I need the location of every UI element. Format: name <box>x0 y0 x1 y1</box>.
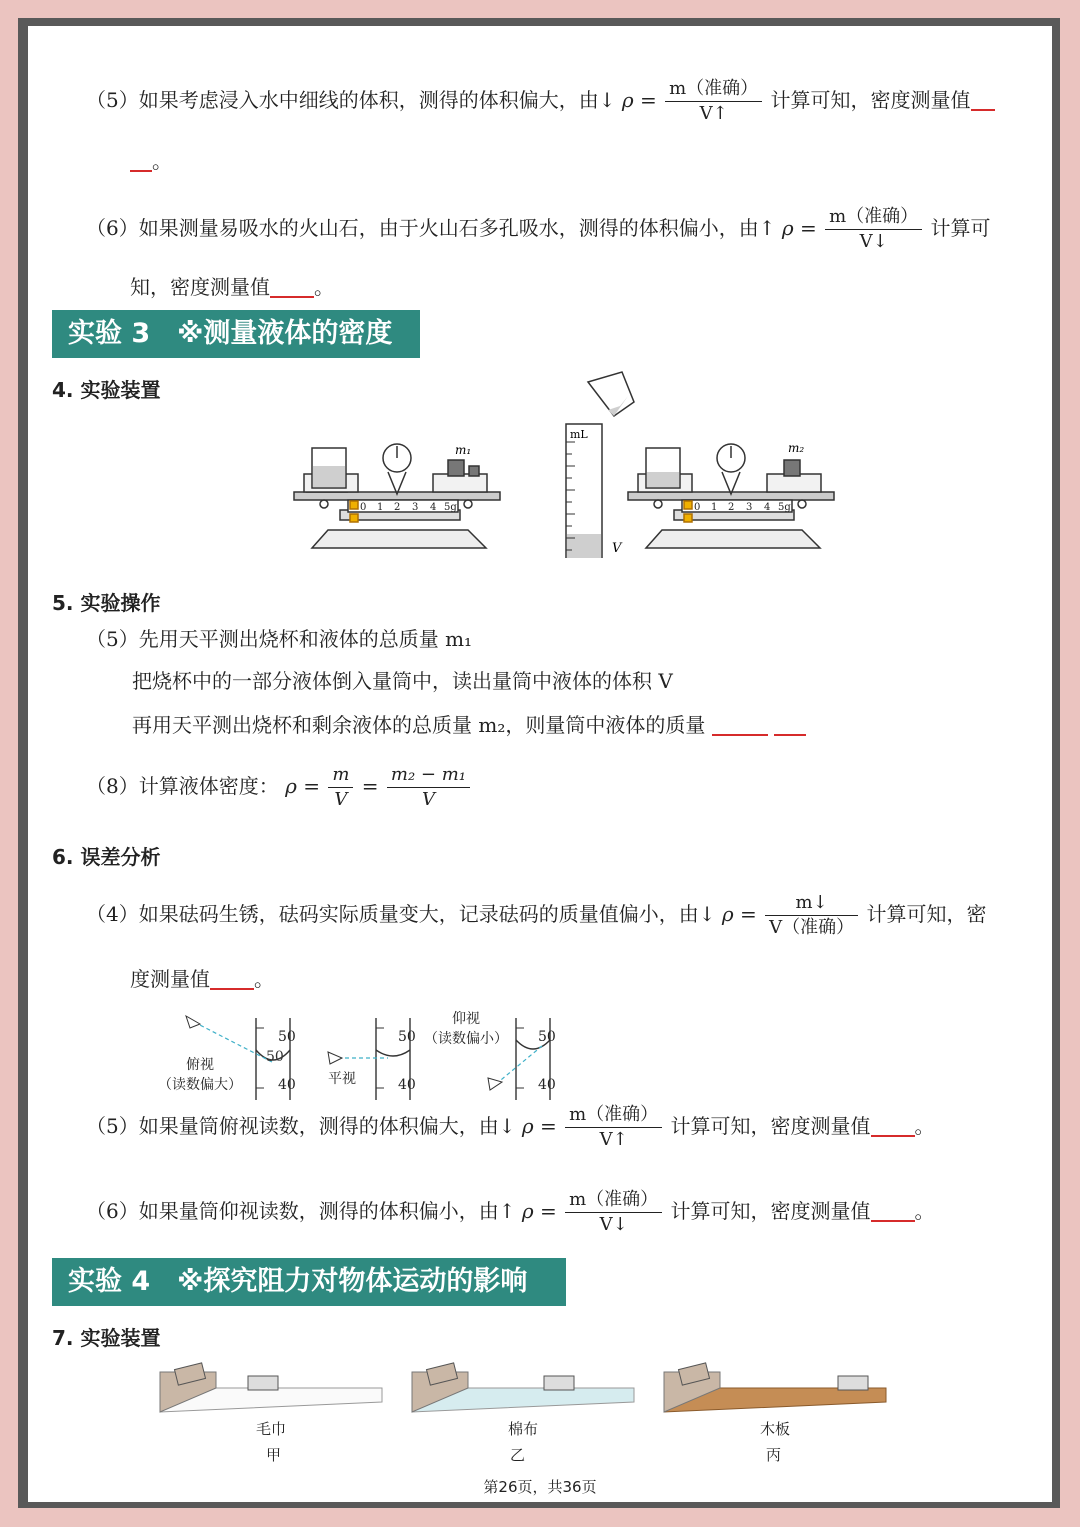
scale-right-2: 2 <box>728 502 735 513</box>
ramp-towel <box>160 1363 382 1412</box>
cyl2-top-label: 50 <box>398 1029 416 1045</box>
error-5: （5）如果量筒俯视读数，测得的体积偏大，由↓ ρ = $\frac{\text{m（准确）}}{V↑}$ 计算可知，密度测量值 。 <box>86 1104 935 1150</box>
experiment-3-banner: 实验 3 ※测量液体的密度 <box>52 310 420 358</box>
balance-right <box>628 444 834 548</box>
answer-blank[interactable] <box>712 714 768 736</box>
surface-2-tag: 乙 <box>510 1446 526 1464</box>
density-apparatus-figure <box>288 362 848 558</box>
eye-icon <box>328 1052 342 1064</box>
answer-blank[interactable] <box>270 276 314 298</box>
operation-5-line2: 把烧杯中的一部分液体倒入量筒中，读出量筒中液体的体积 V <box>132 669 673 693</box>
surface-3-tag: 丙 <box>766 1446 782 1464</box>
label-volume: V <box>612 541 622 556</box>
label-m2: m₂ <box>788 441 805 455</box>
cyl3-bottom-label: 40 <box>538 1077 556 1093</box>
answer-blank[interactable] <box>774 714 806 736</box>
cyl3-top-label: 50 <box>538 1029 556 1045</box>
eye-icon <box>186 1016 200 1028</box>
cyl1-label-2: （读数偏大） <box>158 1077 242 1093</box>
scale-left-1: 1 <box>377 502 384 513</box>
cyl2-label: 平视 <box>328 1071 356 1087</box>
surface-3-material: 木板 <box>760 1420 791 1438</box>
heading-operation: 5. 实验操作 <box>52 591 161 615</box>
scale-left-4: 4 <box>430 502 437 513</box>
answer-blank[interactable] <box>210 968 254 990</box>
surface-1-material: 毛巾 <box>256 1420 287 1438</box>
answer-blank[interactable] <box>971 89 995 111</box>
ramp-cloth <box>412 1363 634 1412</box>
error-6: （6）如果量筒仰视读数，测得的体积偏小，由↑ ρ = $\frac{\text{m（准确）}}{V↓}$ 计算可知，密度测量值 。 <box>86 1189 935 1235</box>
formula-fraction: $\frac{\text{m（准确）}}{V↓}$ <box>825 208 922 251</box>
formula-fraction: $\frac{m↓}{\text{V（准确）}}$ <box>765 894 858 937</box>
error-4-b: 度测量值 。 <box>130 967 274 991</box>
cyl3-label-2: （读数偏小） <box>424 1031 508 1047</box>
scale-left-2: 2 <box>394 502 401 513</box>
page-number: 第26页，共36页 <box>483 1478 597 1496</box>
cyl3-label-1: 仰视 <box>452 1011 480 1027</box>
scale-left-5: 5g <box>444 502 457 513</box>
cyl1-bottom-label: 40 <box>278 1077 296 1093</box>
cyl1-top-label: 50 <box>278 1029 296 1045</box>
scale-right-1: 1 <box>711 502 718 513</box>
label-m1: m₁ <box>455 443 472 457</box>
cyl1-top: 50 <box>266 1049 284 1065</box>
error-item-5-a: （5）如果考虑浸入水中细线的体积，测得的体积偏大，由↓ ρ = $\frac{\text{m（准确）}}{V↑}$ 计算可知，密度测量值 <box>86 80 995 123</box>
label-ml: mL <box>570 428 588 441</box>
scale-right-5: 5g <box>778 502 791 513</box>
answer-blank[interactable] <box>871 1115 915 1137</box>
error-item-6-a: （6）如果测量易吸水的火山石，由于火山石多孔吸水，测得的体积偏小，由↑ ρ = $\frac{\text{m（准确）}}{V↓}$ 计算可 <box>86 206 991 252</box>
scale-left-0: 0 <box>360 502 367 513</box>
scale-right-3: 3 <box>746 502 753 513</box>
error-item-6-b: 知，密度测量值 。 <box>130 275 334 299</box>
error-item-5-b: 。 <box>130 150 172 172</box>
cyl1-label-1: 俯视 <box>186 1057 214 1073</box>
document-page <box>28 26 1052 1502</box>
scale-right-0: 0 <box>694 502 701 513</box>
answer-blank[interactable] <box>130 150 152 172</box>
balance-left <box>294 444 500 548</box>
operation-5-line1: （5）先用天平测出烧杯和液体的总质量 m₁ <box>86 627 473 651</box>
heading-apparatus: 4. 实验装置 <box>52 378 161 402</box>
operation-8: （8）计算液体密度： ρ = $\frac{m}{V}$ = $\frac{\text{m₂ − m₁}}{V}$ <box>86 766 472 809</box>
formula-fraction: $\frac{\text{m₂ − m₁}}{V}$ <box>387 766 470 809</box>
formula-fraction: $\frac{m}{V}$ <box>328 766 353 809</box>
formula-fraction: $\frac{\text{m（准确）}}{V↑}$ <box>565 1106 662 1149</box>
surface-1-tag: 甲 <box>266 1446 282 1464</box>
scale-left-3: 3 <box>412 502 419 513</box>
heading-apparatus-7: 7. 实验装置 <box>52 1326 161 1350</box>
formula-fraction: $\frac{\text{m（准确）}}{V↑}$ <box>665 80 762 123</box>
eye-icon <box>488 1078 502 1090</box>
experiment-4-banner: 实验 4 ※探究阻力对物体运动的影响 <box>52 1258 566 1306</box>
surface-2-material: 棉布 <box>508 1420 539 1438</box>
ramp-wood <box>664 1363 886 1412</box>
error-4-a: （4）如果砝码生锈，砝码实际质量变大，记录砝码的质量值偏小，由↓ ρ = $\frac{m↓}{\text{V（准确）}}$ 计算可知，密 <box>86 892 987 938</box>
heading-error-analysis: 6. 误差分析 <box>52 845 161 869</box>
operation-5-line3: 再用天平测出烧杯和剩余液体的总质量 m₂，则量筒中液体的质量 <box>132 714 806 736</box>
scale-right-4: 4 <box>764 502 771 513</box>
ramp-figure <box>156 1360 896 1420</box>
graduated-cylinder <box>558 372 634 558</box>
formula-fraction: $\frac{\text{m（准确）}}{V↓}$ <box>565 1191 662 1234</box>
cyl2-bottom-label: 40 <box>398 1077 416 1093</box>
answer-blank[interactable] <box>871 1200 915 1222</box>
